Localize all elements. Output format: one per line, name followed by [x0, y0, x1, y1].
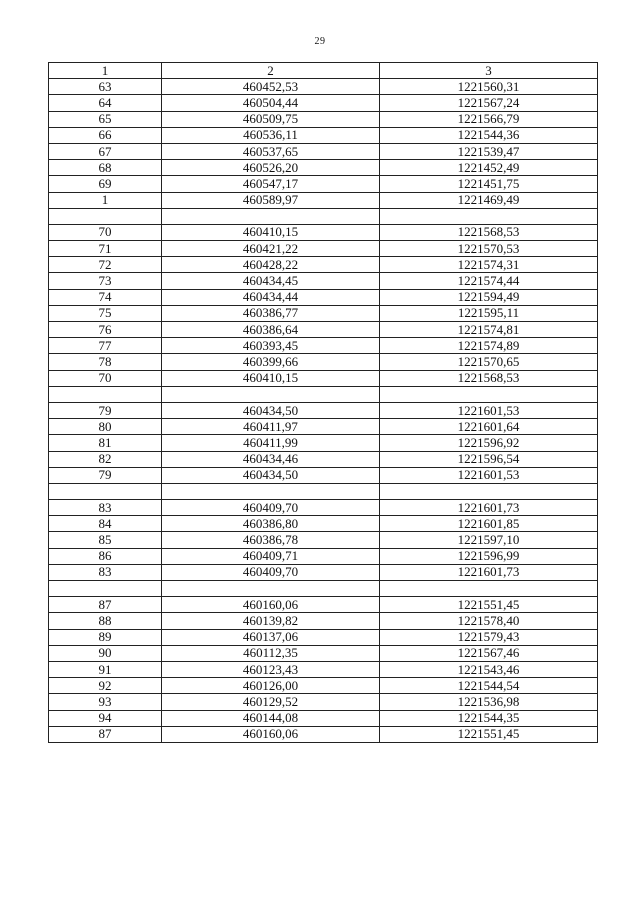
- empty-cell: [162, 208, 380, 224]
- empty-cell: [380, 581, 598, 597]
- cell-x-coordinate: 460434,50: [162, 467, 380, 483]
- cell-point-number: 90: [49, 645, 162, 661]
- table-row: [49, 111, 598, 127]
- cell-x-coordinate: 460409,70: [162, 564, 380, 580]
- empty-cell: [49, 483, 162, 499]
- empty-cell: [380, 483, 598, 499]
- cell-point-number: 67: [49, 143, 162, 159]
- table-separator-row: [49, 483, 598, 499]
- cell-point-number: 74: [49, 289, 162, 305]
- cell-x-coordinate: 460589,97: [162, 192, 380, 208]
- table-row: [49, 435, 598, 451]
- cell-x-coordinate: 460434,45: [162, 273, 380, 289]
- cell-y-coordinate: 1221570,53: [380, 241, 598, 257]
- table-header-row: [49, 63, 598, 79]
- cell-point-number: 64: [49, 95, 162, 111]
- cell-x-coordinate: 460144,08: [162, 710, 380, 726]
- cell-x-coordinate: 460434,44: [162, 289, 380, 305]
- table-row: [49, 289, 598, 305]
- table-row: [49, 160, 598, 176]
- cell-y-coordinate: 1221601,85: [380, 516, 598, 532]
- cell-x-coordinate: 460434,46: [162, 451, 380, 467]
- cell-point-number: 82: [49, 451, 162, 467]
- cell-y-coordinate: 1221451,75: [380, 176, 598, 192]
- table-row: [49, 241, 598, 257]
- cell-point-number: 70: [49, 224, 162, 240]
- cell-point-number: 75: [49, 305, 162, 321]
- table-row: [49, 645, 598, 661]
- cell-point-number: 92: [49, 678, 162, 694]
- cell-y-coordinate: 1221544,35: [380, 710, 598, 726]
- cell-x-coordinate: 460421,22: [162, 241, 380, 257]
- table-row: [49, 500, 598, 516]
- table-row: [49, 95, 598, 111]
- cell-point-number: 91: [49, 661, 162, 677]
- empty-cell: [49, 581, 162, 597]
- cell-point-number: 78: [49, 354, 162, 370]
- page-number: 29: [314, 36, 326, 47]
- column-header-point-number: 1: [49, 63, 162, 79]
- cell-y-coordinate: 1221601,53: [380, 467, 598, 483]
- cell-y-coordinate: 1221567,46: [380, 645, 598, 661]
- table-row: [49, 338, 598, 354]
- cell-y-coordinate: 1221543,46: [380, 661, 598, 677]
- cell-y-coordinate: 1221574,81: [380, 322, 598, 338]
- table-row: [49, 224, 598, 240]
- cell-y-coordinate: 1221469,49: [380, 192, 598, 208]
- cell-x-coordinate: 460452,53: [162, 79, 380, 95]
- table-row: [49, 79, 598, 95]
- table-row: [49, 143, 598, 159]
- table-row: [49, 176, 598, 192]
- cell-y-coordinate: 1221596,92: [380, 435, 598, 451]
- cell-point-number: 89: [49, 629, 162, 645]
- table-row: [49, 451, 598, 467]
- cell-point-number: 69: [49, 176, 162, 192]
- empty-cell: [380, 386, 598, 402]
- empty-cell: [162, 581, 380, 597]
- cell-x-coordinate: 460393,45: [162, 338, 380, 354]
- cell-point-number: 68: [49, 160, 162, 176]
- table-body: [49, 79, 598, 743]
- cell-x-coordinate: 460160,06: [162, 597, 380, 613]
- cell-y-coordinate: 1221597,10: [380, 532, 598, 548]
- cell-x-coordinate: 460434,50: [162, 402, 380, 418]
- cell-y-coordinate: 1221574,31: [380, 257, 598, 273]
- cell-x-coordinate: 460137,06: [162, 629, 380, 645]
- cell-y-coordinate: 1221551,45: [380, 726, 598, 742]
- table-row: [49, 613, 598, 629]
- table-row: [49, 532, 598, 548]
- table-row: [49, 419, 598, 435]
- cell-x-coordinate: 460386,64: [162, 322, 380, 338]
- cell-point-number: 81: [49, 435, 162, 451]
- cell-x-coordinate: 460399,66: [162, 354, 380, 370]
- table-row: [49, 548, 598, 564]
- cell-y-coordinate: 1221570,65: [380, 354, 598, 370]
- cell-x-coordinate: 460411,99: [162, 435, 380, 451]
- cell-y-coordinate: 1221544,36: [380, 127, 598, 143]
- cell-point-number: 83: [49, 500, 162, 516]
- cell-point-number: 87: [49, 726, 162, 742]
- cell-x-coordinate: 460526,20: [162, 160, 380, 176]
- cell-point-number: 93: [49, 694, 162, 710]
- cell-point-number: 80: [49, 419, 162, 435]
- cell-y-coordinate: 1221544,54: [380, 678, 598, 694]
- cell-x-coordinate: 460160,06: [162, 726, 380, 742]
- table-row: [49, 726, 598, 742]
- cell-point-number: 84: [49, 516, 162, 532]
- cell-x-coordinate: 460547,17: [162, 176, 380, 192]
- cell-x-coordinate: 460409,70: [162, 500, 380, 516]
- cell-y-coordinate: 1221539,47: [380, 143, 598, 159]
- cell-y-coordinate: 1221596,54: [380, 451, 598, 467]
- cell-point-number: 77: [49, 338, 162, 354]
- cell-y-coordinate: 1221601,73: [380, 500, 598, 516]
- cell-x-coordinate: 460386,78: [162, 532, 380, 548]
- cell-x-coordinate: 460410,15: [162, 370, 380, 386]
- table-row: [49, 597, 598, 613]
- table-separator-row: [49, 208, 598, 224]
- cell-point-number: 71: [49, 241, 162, 257]
- cell-y-coordinate: 1221601,73: [380, 564, 598, 580]
- coordinates-table: [48, 62, 598, 743]
- cell-y-coordinate: 1221452,49: [380, 160, 598, 176]
- table-row: [49, 273, 598, 289]
- cell-point-number: 86: [49, 548, 162, 564]
- cell-y-coordinate: 1221566,79: [380, 111, 598, 127]
- cell-x-coordinate: 460410,15: [162, 224, 380, 240]
- cell-point-number: 1: [49, 192, 162, 208]
- table-row: [49, 661, 598, 677]
- table-row: [49, 694, 598, 710]
- cell-point-number: 88: [49, 613, 162, 629]
- empty-cell: [162, 386, 380, 402]
- cell-y-coordinate: 1221536,98: [380, 694, 598, 710]
- cell-y-coordinate: 1221595,11: [380, 305, 598, 321]
- cell-x-coordinate: 460386,77: [162, 305, 380, 321]
- table-row: [49, 467, 598, 483]
- table-row: [49, 305, 598, 321]
- cell-y-coordinate: 1221601,64: [380, 419, 598, 435]
- cell-y-coordinate: 1221578,40: [380, 613, 598, 629]
- table-row: [49, 322, 598, 338]
- cell-point-number: 79: [49, 402, 162, 418]
- empty-cell: [380, 208, 598, 224]
- table-row: [49, 710, 598, 726]
- cell-x-coordinate: 460509,75: [162, 111, 380, 127]
- cell-x-coordinate: 460139,82: [162, 613, 380, 629]
- cell-y-coordinate: 1221594,49: [380, 289, 598, 305]
- cell-y-coordinate: 1221601,53: [380, 402, 598, 418]
- empty-cell: [162, 483, 380, 499]
- table-row: [49, 678, 598, 694]
- cell-y-coordinate: 1221596,99: [380, 548, 598, 564]
- cell-point-number: 76: [49, 322, 162, 338]
- cell-x-coordinate: 460409,71: [162, 548, 380, 564]
- table-row: [49, 354, 598, 370]
- table-row: [49, 516, 598, 532]
- cell-point-number: 83: [49, 564, 162, 580]
- table-separator-row: [49, 386, 598, 402]
- table-row: [49, 192, 598, 208]
- cell-point-number: 70: [49, 370, 162, 386]
- empty-cell: [49, 208, 162, 224]
- table-row: [49, 370, 598, 386]
- table-row: [49, 402, 598, 418]
- cell-x-coordinate: 460537,65: [162, 143, 380, 159]
- cell-x-coordinate: 460123,43: [162, 661, 380, 677]
- cell-y-coordinate: 1221567,24: [380, 95, 598, 111]
- cell-x-coordinate: 460112,35: [162, 645, 380, 661]
- cell-point-number: 63: [49, 79, 162, 95]
- cell-y-coordinate: 1221579,43: [380, 629, 598, 645]
- cell-y-coordinate: 1221574,89: [380, 338, 598, 354]
- column-header-x: 2: [162, 63, 380, 79]
- cell-x-coordinate: 460504,44: [162, 95, 380, 111]
- table-row: [49, 257, 598, 273]
- cell-y-coordinate: 1221551,45: [380, 597, 598, 613]
- cell-y-coordinate: 1221568,53: [380, 370, 598, 386]
- table-row: [49, 127, 598, 143]
- cell-x-coordinate: 460536,11: [162, 127, 380, 143]
- cell-x-coordinate: 460129,52: [162, 694, 380, 710]
- cell-point-number: 87: [49, 597, 162, 613]
- column-header-y: 3: [380, 63, 598, 79]
- cell-y-coordinate: 1221574,44: [380, 273, 598, 289]
- empty-cell: [49, 386, 162, 402]
- cell-x-coordinate: 460411,97: [162, 419, 380, 435]
- table-separator-row: [49, 581, 598, 597]
- table-row: [49, 629, 598, 645]
- cell-point-number: 66: [49, 127, 162, 143]
- cell-point-number: 79: [49, 467, 162, 483]
- cell-point-number: 73: [49, 273, 162, 289]
- cell-x-coordinate: 460386,80: [162, 516, 380, 532]
- cell-point-number: 65: [49, 111, 162, 127]
- cell-x-coordinate: 460126,00: [162, 678, 380, 694]
- cell-point-number: 85: [49, 532, 162, 548]
- cell-point-number: 72: [49, 257, 162, 273]
- cell-y-coordinate: 1221568,53: [380, 224, 598, 240]
- cell-y-coordinate: 1221560,31: [380, 79, 598, 95]
- cell-x-coordinate: 460428,22: [162, 257, 380, 273]
- cell-point-number: 94: [49, 710, 162, 726]
- table-row: [49, 564, 598, 580]
